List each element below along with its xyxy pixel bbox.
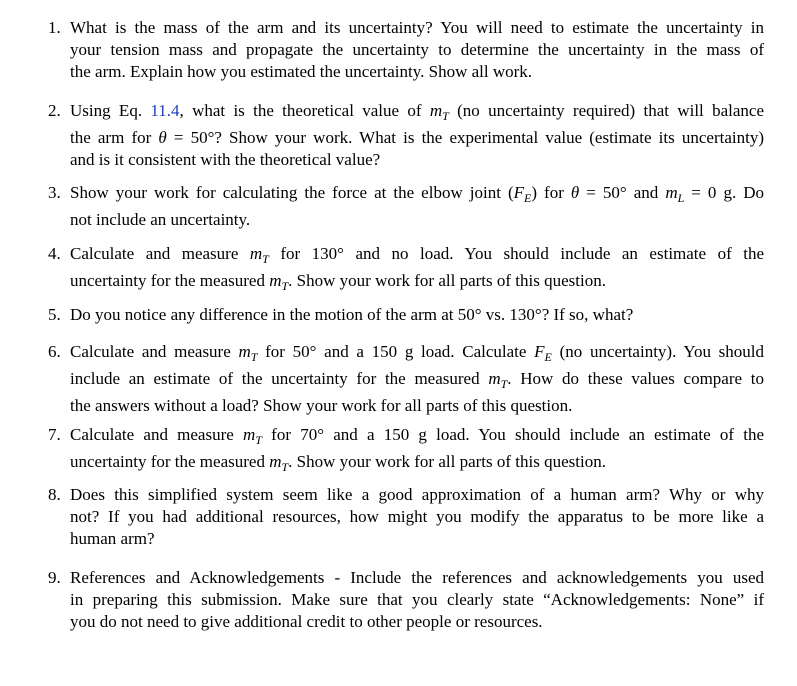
math-m-t: $m_T$ [429, 101, 449, 123]
question-9 [48, 567, 764, 633]
question-number: 7. [48, 425, 61, 444]
question-text: Calculate and measure $m_T$ for 130° and no load. You should include an estimate of the uncertainty for the measured $m_T$. Show your work for all parts of this question. [70, 244, 765, 293]
question-1 [48, 17, 764, 83]
question-6 [48, 341, 764, 417]
equation-reference-link[interactable]: 11.4 [150, 101, 180, 120]
question-2 [48, 100, 764, 171]
question-text: Calculate and measure $m_T$ for 70° and a 150 g load. You should include an estimate of the uncertainty for the measured $m_T$. Show your work for all parts of this question. [70, 425, 765, 474]
question-number: 6. [48, 342, 61, 361]
question-8 [48, 484, 764, 550]
question-number: 9. [48, 568, 61, 587]
question-text: Using Eq. 11.4, what is the theoretical value of $m_T$ (no uncertainty required) that will balance the arm for θ = 50°? Show your work. What is the experimental value (estimate its uncertainty) and is it consistent with the theoretical value? [70, 101, 764, 169]
question-number: 2. [48, 101, 61, 120]
math-m-t: $m_T$ [488, 369, 508, 391]
question-text: Show your work for calculating the force at the elbow joint $(F_E)$ for θ = 50° and $m_L = 0$ g. Do not include an uncertainty. [70, 183, 765, 229]
question-5 [48, 304, 764, 326]
question-number: 5. [48, 305, 61, 324]
question-text: Calculate and measure $m_T$ for 50° and a 150 g load. Calculate $F_E$ (no uncertainty). You should include an estimate of the uncertainty for the measured $m_T$. How do these values compare to the answers without a load? Show your work for all parts of this question. [70, 342, 765, 415]
question-text: Does this simplified system seem like a good approximation of a human arm? Why or why not? If you had additional resources, how might you modify the apparatus to be more like a human arm? [70, 485, 764, 548]
math-theta: θ [158, 128, 167, 147]
math-f-e: $F_E$ [513, 183, 532, 205]
math-m-t: $m_T$ [269, 271, 289, 293]
question-text: References and Acknowledgements - Include the references and acknowledgements you used in preparing this submission. Make sure that you clearly state “Acknowledgements: None” if you do not need to give additional credit to other people or resources. [70, 568, 764, 631]
math-m-t: $m_T$ [249, 244, 269, 266]
question-4 [48, 243, 764, 297]
math-m-t: $m_T$ [243, 425, 262, 447]
math-m-t: $m_T$ [269, 452, 289, 474]
question-3 [48, 182, 764, 231]
math-f-e: $F_E$ [534, 342, 552, 364]
math-m-l: $m_L$ [665, 183, 685, 205]
math-m-t: $m_T$ [238, 342, 258, 364]
math-theta: θ [570, 183, 580, 202]
question-number: 8. [48, 485, 61, 504]
question-number: 3. [48, 183, 61, 202]
question-number: 1. [48, 18, 61, 37]
question-number: 4. [48, 244, 61, 263]
question-text: Do you notice any difference in the motion of the arm at 50° vs. 130°? If so, what? [70, 305, 634, 324]
question-text: What is the mass of the arm and its uncertainty? You will need to estimate the uncertainty in your tension mass and propagate the uncertainty to determine the uncertainty in the mass of the arm. Explain how you estimated the uncertainty. Show all work. [70, 18, 764, 81]
question-7 [48, 424, 764, 478]
